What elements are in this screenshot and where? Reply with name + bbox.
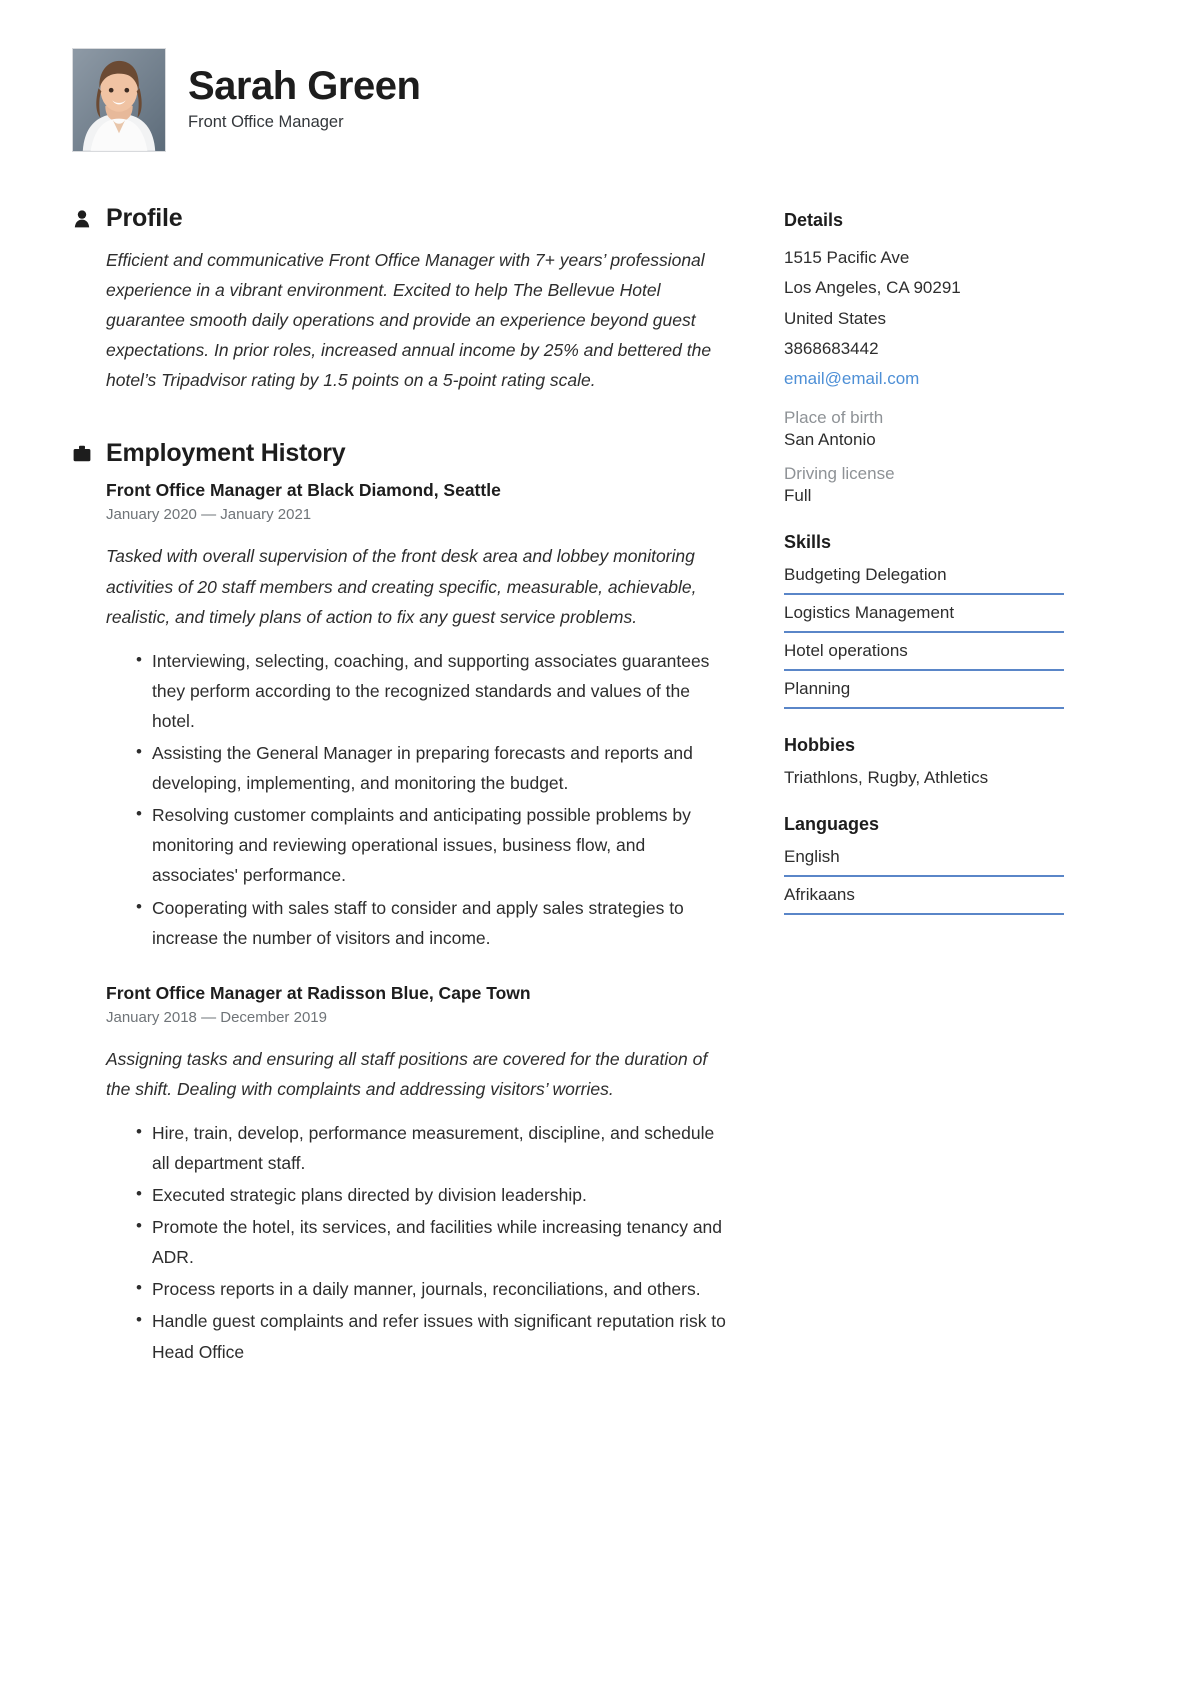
hobbies-section — [784, 735, 1064, 788]
job-bullet-list — [106, 1118, 732, 1367]
details-section — [784, 210, 1064, 506]
employment-section-title: Employment History — [106, 439, 346, 468]
skill-item: Hotel operations — [784, 641, 1064, 671]
driving-license-value: Full — [784, 486, 812, 506]
hobbies-title: Hobbies — [784, 735, 856, 756]
briefcase-icon — [72, 443, 92, 465]
languages-title: Languages — [784, 814, 880, 835]
details-title: Details — [784, 210, 844, 230]
email-link[interactable]: email@email.com — [784, 369, 920, 388]
resume-header — [72, 48, 1118, 152]
skills-section — [784, 532, 1064, 709]
place-of-birth-value: San Antonio — [784, 430, 876, 450]
job-bullet: • Executed strategic plans directed by division leadership. — [136, 1180, 732, 1210]
job-bullet: • Assisting the General Manager in preparing forecasts and reports and developing, implementing, and monitoring the budget. — [136, 738, 732, 798]
phone-number: 3868683442 — [784, 338, 879, 358]
job-bullet: • Resolving customer complaints and anticipating possible problems by monitoring and reviewing operational issues, business flow, and associates' performance. — [136, 800, 732, 890]
job-dates: January 2018 — December 2019 — [106, 1008, 327, 1026]
languages-section — [784, 814, 1064, 915]
content-columns — [72, 204, 1118, 1397]
country: United States — [784, 308, 887, 328]
hobbies-text: Triathlons, Rugby, Athletics — [784, 768, 989, 788]
language-item: English — [784, 847, 1064, 877]
job-summary: Assigning tasks and ensuring all staff positions are covered for the duration of the shift. Dealing with complaints and addressing visitors’ worries. — [106, 1048, 708, 1099]
candidate-name: Sarah Green — [188, 63, 421, 108]
skills-title: Skills — [784, 532, 832, 553]
place-of-birth-label: Place of birth — [784, 408, 884, 428]
employment-entry — [72, 983, 732, 1367]
job-bullet: • Interviewing, selecting, coaching, and supporting associates guarantees they perform according to the recognized standards and values of the hotel. — [136, 646, 732, 736]
skill-item: Logistics Management — [784, 603, 1064, 633]
employment-section-header — [72, 439, 732, 468]
job-bullet-list — [106, 646, 732, 953]
skill-item: Budgeting Delegation — [784, 565, 1064, 595]
employment-entry — [72, 480, 732, 952]
job-bullet: • Handle guest complaints and refer issues with significant reputation risk to Head Office — [136, 1306, 732, 1366]
job-bullet: • Process reports in a daily manner, journals, reconciliations, and others. — [136, 1274, 732, 1304]
sidebar-column — [784, 204, 1064, 941]
address-line-2: Los Angeles, CA 90291 — [784, 278, 961, 298]
job-bullet: • Cooperating with sales staff to consider and apply sales strategies to increase the number of visitors and income. — [136, 893, 732, 953]
profile-text: Efficient and communicative Front Office Manager with 7+ years’ professional experience in a vibrant environment. Excited to help The Bellevue Hotel guarantee smooth daily operations and provide an experience beyond guest expectations. In prior roles, increased annual income by 25% and bettered the hotel’s Tripadvisor rating by 1.5 points on a 5-point rating scale. — [106, 250, 712, 391]
main-column — [72, 204, 732, 1397]
job-dates: January 2020 — January 2021 — [106, 506, 312, 524]
skill-item: Planning — [784, 679, 1064, 709]
name-block — [188, 65, 420, 136]
avatar — [72, 48, 166, 152]
language-item: Afrikaans — [784, 885, 1064, 915]
profile-section-title: Profile — [106, 204, 183, 232]
driving-license-label: Driving license — [784, 464, 895, 484]
job-heading: Front Office Manager at Radisson Blue, Cape Town — [106, 982, 531, 1003]
job-heading: Front Office Manager at Black Diamond, Seattle — [106, 480, 501, 501]
job-bullet: • Promote the hotel, its services, and facilities while increasing tenancy and ADR. — [136, 1212, 732, 1272]
job-bullet: • Hire, train, develop, performance measurement, discipline, and schedule all department staff. — [136, 1118, 732, 1178]
candidate-job-title: Front Office Manager — [188, 112, 344, 131]
address-line-1: 1515 Pacific Ave — [784, 248, 910, 267]
person-icon — [72, 208, 92, 230]
job-summary: Tasked with overall supervision of the front desk area and lobbey monitoring activities of 20 staff members and creating specific, measurable, achievable, realistic, and timely plans of action to fix any guest service problems. — [106, 546, 697, 627]
profile-section-header — [72, 204, 732, 233]
